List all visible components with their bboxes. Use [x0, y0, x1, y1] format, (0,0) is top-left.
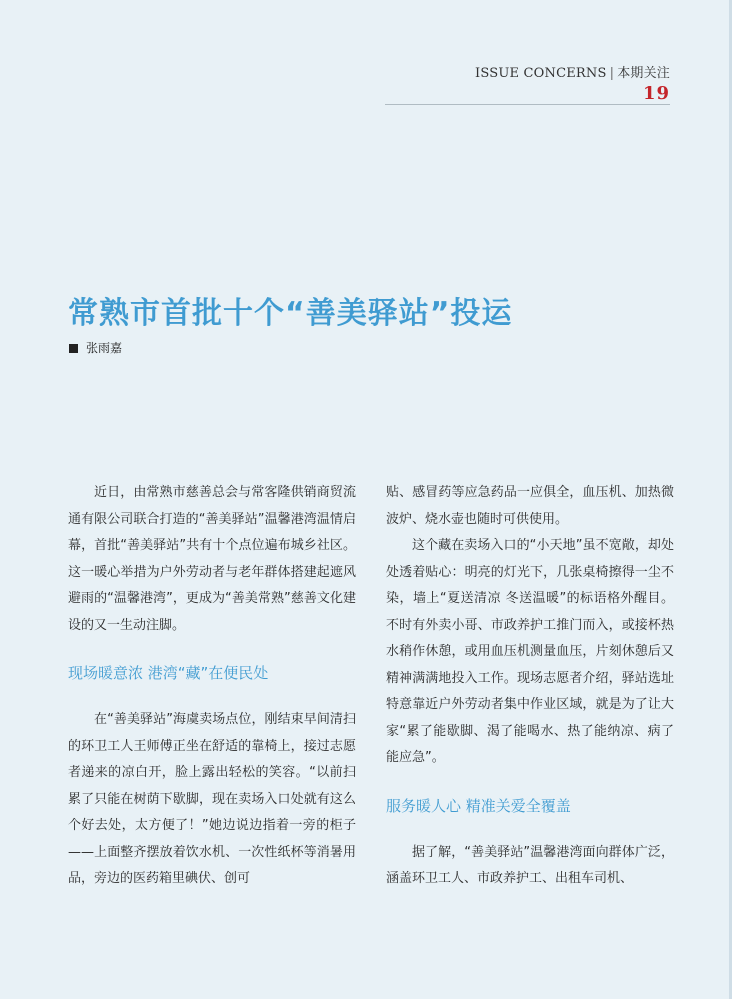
paragraph: 在“善美驿站”海虞卖场点位，刚结束早间清扫的环卫工人王师傅正坐在舒适的靠椅上，接过志愿者递来的凉白开，脸上露出轻松的笑容。“以前扫累了只能在树荫下歇脚，现在卖场入口处就有这么个好去处，太方便了！”她边说边指着一旁的柜子——上面整齐摆放着饮水机、一次性纸杯等消暑用品，旁边的医药箱里碘伏、创可 [68, 712, 356, 886]
running-header [475, 62, 670, 81]
section-name-cn: 本期关注 [617, 66, 670, 81]
header-separator: | [609, 66, 615, 81]
author-name: 张雨嘉 [86, 341, 123, 355]
left-column [68, 480, 356, 893]
byline-square-icon [69, 344, 78, 353]
header-divider [385, 104, 670, 105]
section-heading: 现场暖意浓 港湾“藏”在便民处 [68, 664, 269, 682]
right-column [386, 480, 674, 893]
paragraph: 近日，由常熟市慈善总会与常客隆供销商贸流通有限公司联合打造的“善美驿站”温馨港湾温情启幕，首批“善美驿站”共有十个点位遍布城乡社区。这一暖心举措为户外劳动者与老年群体搭建起遮风避雨的“温馨港湾”，更成为“善美常熟”慈善文化建设的又一生动注脚。 [68, 485, 356, 633]
byline [69, 339, 122, 356]
section-name-en: ISSUE CONCERNS [475, 66, 607, 81]
paragraph: 这个藏在卖场入口的“小天地”虽不宽敞，却处处透着贴心：明亮的灯光下，几张桌椅擦得一尘不染，墙上“夏送清凉 冬送温暖”的标语格外醒目。不时有外卖小哥、市政养护工推门而入，或接杯热水稍作休憩，或用血压机测量血压，片刻休憩后又精神满满地投入工作。现场志愿者介绍，驿站选址特意靠近户外劳动者集中作业区域，就是为了让大家“累了能歇脚、渴了能喝水、热了能纳凉、病了能应急”。 [386, 538, 674, 765]
paragraph: 据了解，“善美驿站”温馨港湾面向群体广泛，涵盖环卫工人、市政养护工、出租车司机、 [386, 844, 674, 886]
section-heading: 服务暖人心 精准关爱全覆盖 [386, 796, 571, 815]
paragraph: 贴、感冒药等应急药品一应俱全，血压机、加热微波炉、烧水壶也随时可供使用。 [386, 485, 674, 527]
article-title: 常熟市首批十个“善美驿站”投运 [68, 296, 513, 331]
page-number: 19 [642, 83, 670, 104]
